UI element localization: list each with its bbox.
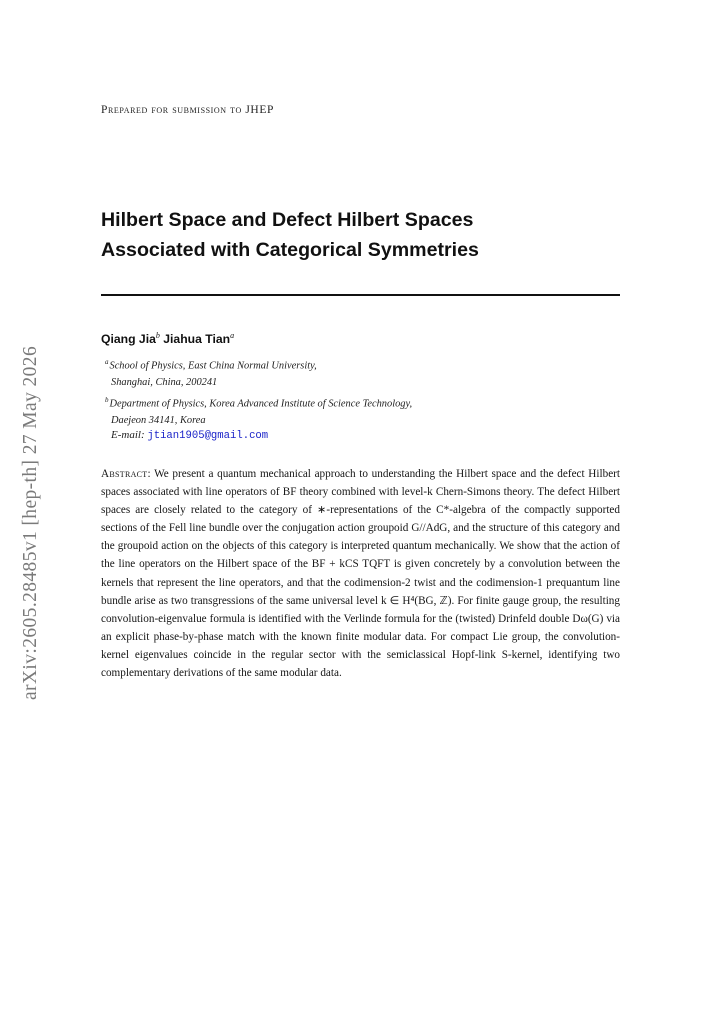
affiliation-b	[105, 392, 412, 413]
affiliation-list	[105, 354, 412, 430]
abstract-text: We present a quantum mechanical approach to understanding the Hilbert space and the defect Hilbert spaces associated with line operators of BF theory combined with level-k Chern-Simons theory. The defect Hilbert spaces are closely related to the category of ∗-representations of the C*-algebra of the compactly supported sections of the Fell line bundle over the conjugation action groupoid G//AdG, and the structure of this category and the groupoid action on the objects of this category is interpreted quantum mechanically. We show that the action of the line operators on the Hilbert space of the BF + kCS TQFT is given concretely by a convolution between the kernels that represent the line operators, and that the codimension-2 twist and the codimension-1 prequantum line bundle arise as two transgressions of the same universal level k ∈ H⁴(BG, ℤ). For finite gauge group, the resulting convolution-eigenvalue formula is identified with the Verlinde formula for the (twisted) Drinfeld double Dω(G) via an explicit phase-by-phase match with the known finite modular data. For compact Lie group, the convolution-kernel eigenvalues coincide in the regular sector with the semiclassical Hopf-link S-kernel, identifying two complementary derivations of the same modular data.	[101, 468, 620, 680]
author-name: Qiang Jia	[101, 332, 156, 347]
abstract-label: Abstract	[101, 468, 148, 480]
affiliation-a	[105, 354, 412, 375]
abstract-block: Abstract: We present a quantum mechanical approach to understanding the Hilbert space and the defect Hilbert spaces associated with line operators of BF theory combined with level-k Chern-Simons theory. The defect Hilbert spaces are closely related to the category of ∗-representations of the C*-algebra of the compactly supported sections of the Fell line bundle over the conjugation action groupoid G//AdG, and the structure of this category and the groupoid action on the objects of this category is interpreted quantum mechanically. We show that the action of the line operators on the Hilbert space of the BF + kCS TQFT is given concretely by a convolution between the kernels that represent the line operators, and that the codimension-2 twist and the codimension-1 prequantum line bundle arise as two transgressions of the same universal level k ∈ H⁴(BG, ℤ). For finite gauge group, the resulting convolution-eigenvalue formula is identified with the Verlinde formula for the (twisted) Drinfeld double Dω(G) via an explicit phase-by-phase match with the known finite modular data. For compact Lie group, the convolution-kernel eigenvalues coincide in the regular sector with the semiclassical Hopf-link S-kernel, identifying two complementary derivations of the same modular data.	[101, 468, 620, 680]
title-divider	[101, 294, 620, 296]
author-list	[101, 331, 234, 346]
title-line-1: Hilbert Space and Defect Hilbert Spaces	[101, 209, 474, 231]
affiliation-mark: a	[105, 358, 109, 366]
title-line-2: Associated with Categorical Symmetries	[101, 238, 479, 261]
author-name: Jiahua Tian	[163, 332, 231, 347]
email-label: E-mail:	[111, 429, 145, 441]
arxiv-identifier-stamp: arXiv:2605.28485v1 [hep-th] 27 May 2026	[20, 345, 41, 700]
affiliation-b-line-2: Daejeon 34141, Korea	[111, 415, 206, 427]
paper-title	[101, 206, 641, 265]
affiliation-a-line-2: Shanghai, China, 200241	[111, 377, 218, 389]
affiliation-line: Department of Physics, Korea Advanced Institute of Science Technology,	[109, 398, 413, 410]
affiliation-line: School of Physics, East China Normal University,	[109, 360, 317, 372]
submission-note: Prepared for submission to JHEP	[101, 104, 274, 116]
author-affiliation-mark: a	[230, 331, 235, 340]
email-link[interactable]: jtian1905@gmail.com	[147, 430, 269, 442]
affiliation-mark: b	[105, 396, 109, 405]
contact-email	[111, 429, 268, 442]
author-affiliation-mark: b	[155, 331, 160, 340]
